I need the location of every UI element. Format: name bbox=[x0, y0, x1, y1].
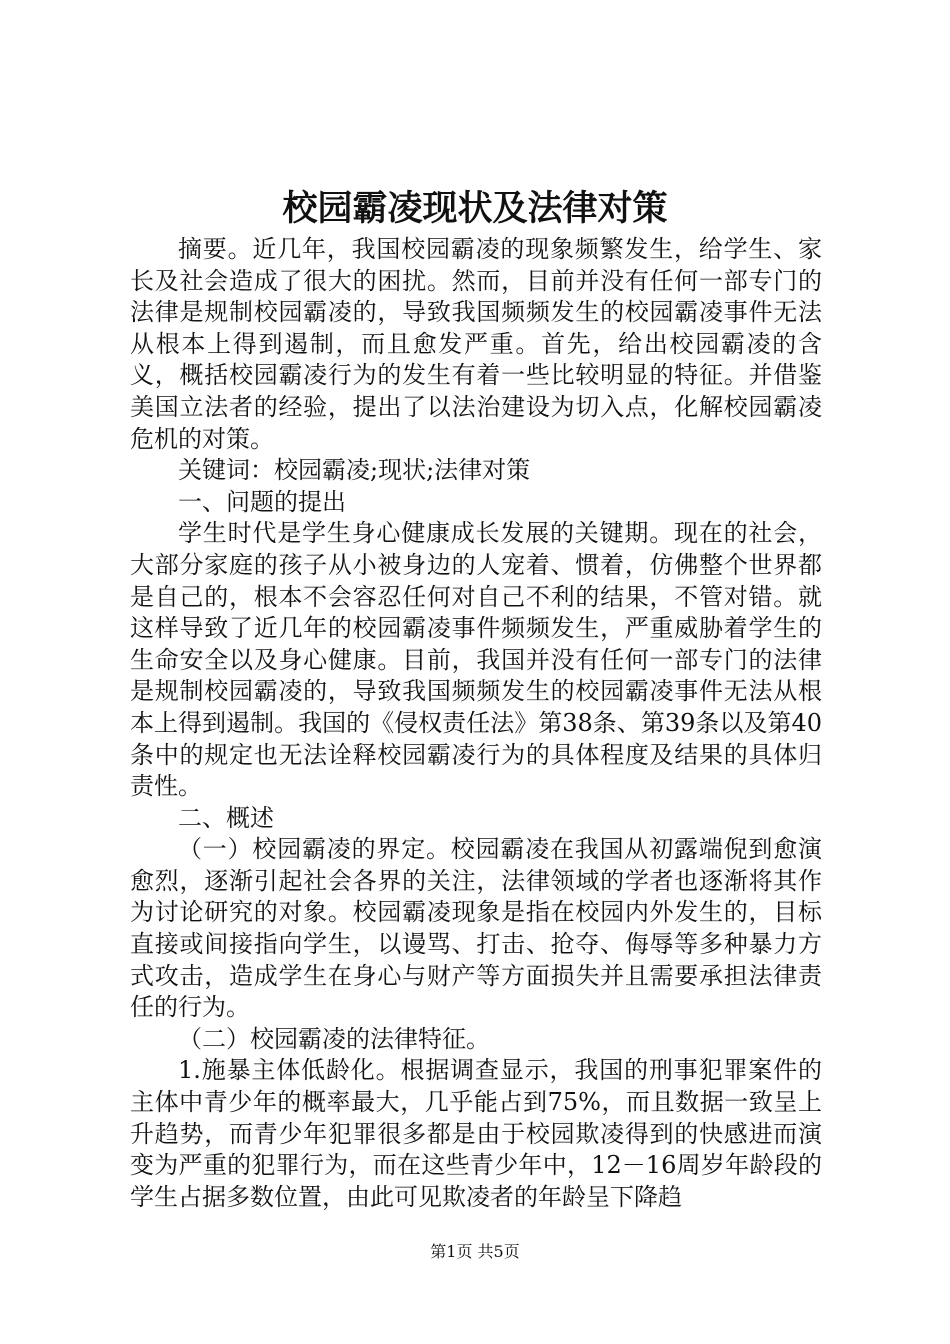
keywords-paragraph: 关键词：校园霸凌;现状;法律对策 bbox=[178, 456, 531, 485]
document-title: 校园霸凌现状及法律对策 bbox=[282, 188, 668, 229]
section-heading-2: 二、概述 bbox=[178, 803, 274, 832]
body-paragraph: 学生时代是学生身心健康成长发展的关键期。现在的社会，大部分家庭的孩子从小被身边的人宠着、惯着，仿佛整个世界都是自己的，根本不会容忍任何对自己不利的结果，不管对错。就这样导致了近几年的校园霸凌事件频频发生，严重威胁着学生的生命安全以及身心健康。目前，我国并没有任何一部专门的法律是规制校园霸凌的，导致我国频频发生的校园霸凌事件无法从根本上得到遏制。我国的《侵权责任法》第38条、第39条以及第40条中的规定也无法诠释校园霸凌行为的具体程度及结果的具体归责性。 bbox=[130, 519, 822, 801]
page-footer: 第1页 共5页 bbox=[430, 1242, 520, 1261]
abstract-paragraph: 摘要。近几年，我国校园霸凌的现象频繁发生，给学生、家长及社会造成了很大的困扰。然而，目前并没有任何一部专门的法律是规制校园霸凌的，导致我国频频发生的校园霸凌事件无法从根本上得到遏制，而且愈发严重。首先，给出校园霸凌的含义，概括校园霸凌行为的发生有着一些比较明显的特征。并借鉴美国立法者的经验，提出了以法治建设为切入点，化解校园霸凌危机的对策。 bbox=[130, 235, 822, 453]
body-paragraph: 1.施暴主体低龄化。根据调查显示，我国的刑事犯罪案件的主体中青少年的概率最大，几乎能占到75%，而且数据一致呈上升趋势，而青少年犯罪很多都是由于校园欺凌得到的快感进而演变为严重的犯罪行为，而在这些青少年中，12－16周岁年龄段的学生占据多数位置，由此可见欺凌者的年龄呈下降趋 bbox=[130, 1056, 822, 1211]
document-body bbox=[130, 234, 822, 1213]
subsection-heading: （二）校园霸凌的法律特征。 bbox=[178, 1024, 490, 1053]
section-heading-1: 一、问题的提出 bbox=[178, 487, 346, 516]
body-paragraph: （一）校园霸凌的界定。校园霸凌在我国从初露端倪到愈演愈烈，逐渐引起社会各界的关注，法律领域的学者也逐渐将其作为讨论研究的对象。校园霸凌现象是指在校园内外发生的，目标直接或间接指向学生，以谩骂、打击、抢夺、侮辱等多种暴力方式攻击，造成学生在身心与财产等方面损失并且需要承担法律责任的行为。 bbox=[130, 835, 822, 1022]
